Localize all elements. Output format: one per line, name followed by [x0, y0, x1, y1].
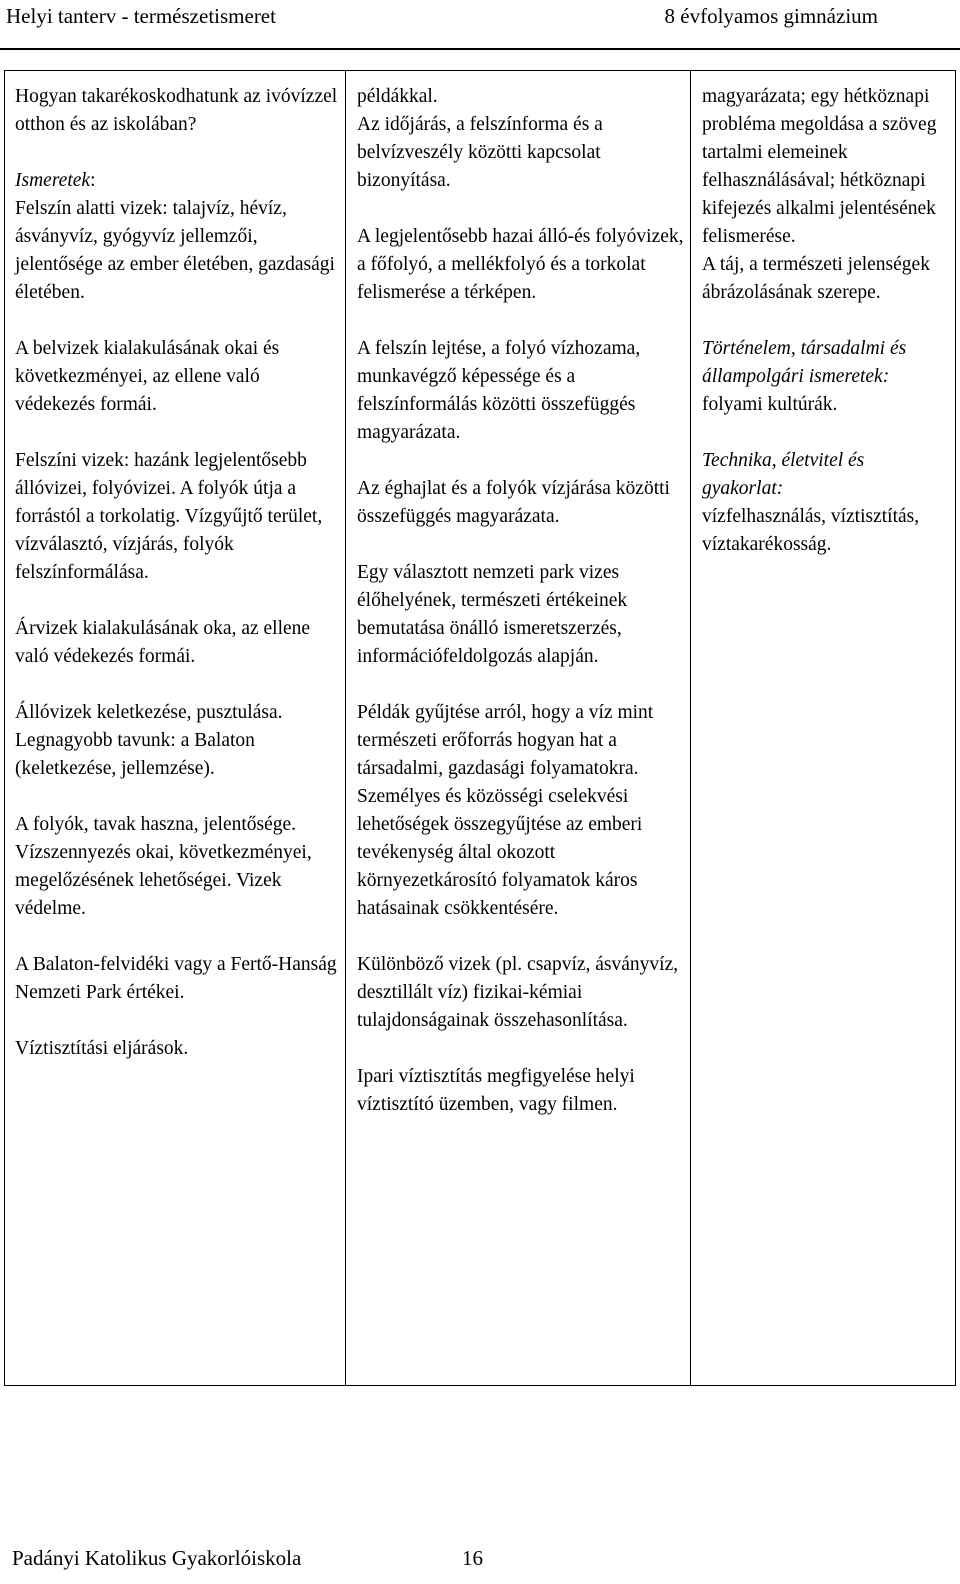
paragraph: Személyes és közösségi cselekvési lehetőségek összegyűjtése az emberi tevékenység által okozott környezetkárosító folyamatok káros hatásainak csökkentésére.: [357, 786, 643, 919]
column-divider: [345, 71, 346, 1385]
paragraph: Állóvizek keletkezése, pusztulása. Legnagyobb tavunk: a Balaton (keletkezése, jellemzése).: [15, 702, 283, 779]
paragraph: Felszíni vizek: hazánk legjelentősebb állóvizei, folyóvizei. A folyók útja a forrástól a torkolatig. Vízgyűjtő terület, vízválasztó, vízjárás, folyók felszínformálása.: [15, 450, 323, 583]
paragraph: Különböző vizek (pl. csapvíz, ásványvíz, desztillált víz) fizikai-kémiai tulajdonságainak összehasonlítása.: [357, 954, 679, 1031]
header-title: Helyi tanterv - természetismeret: [6, 4, 276, 28]
question-text: Hogyan takarékoskodhatunk az ivóvízzel otthon és az iskolában?: [15, 86, 338, 135]
paragraph: Az időjárás, a felszínforma és a belvízveszély közötti kapcsolat bizonyítása.: [357, 114, 603, 191]
paragraph: példákkal.: [357, 86, 438, 107]
page-header: [0, 0, 960, 50]
paragraph: Egy választott nemzeti park vizes élőhelyének, természeti értékeinek bemutatása önálló ismeretszerzés, információfeldolgozás alapján.: [357, 562, 628, 667]
cross-curricular-history: Történelem, társadalmi és állampolgári ismeretek: folyami kultúrák.: [702, 338, 907, 415]
paragraph: Példák gyűjtése arról, hogy a víz mint természeti erőforrás hogyan hat a társadalmi, gazdasági folyamatokra.: [357, 702, 654, 779]
section-label: Ismeretek:: [15, 170, 96, 191]
column-activities: [357, 83, 687, 1147]
curriculum-table: [4, 70, 956, 1386]
paragraph: A folyók, tavak haszna, jelentősége. Vízszennyezés okai, következményei, megelőzésének lehetőségei. Vizek védelme.: [15, 814, 312, 919]
paragraph: A felszín lejtése, a folyó vízhozama, munkavégző képessége és a felszínformálás közötti összefüggés magyarázata.: [357, 338, 641, 443]
paragraph: A Balaton-felvidéki vagy a Fertő-Hanság Nemzeti Park értékei.: [15, 954, 337, 1003]
page-number: 16: [462, 1546, 483, 1570]
header-school-type: 8 évfolyamos gimnázium: [664, 4, 878, 28]
paragraph: magyarázata; egy hétköznapi probléma megoldása a szöveg tartalmi elemeinek felhasználásával; hétköznapi kifejezés alkalmi jelentésének felismerése.: [702, 86, 937, 247]
paragraph: Árvizek kialakulásának oka, az ellene való védekezés formái.: [15, 618, 311, 667]
paragraph: A belvizek kialakulásának okai és következményei, az ellene való védekezés formái.: [15, 338, 280, 415]
column-divider: [690, 71, 691, 1385]
cross-curricular-technology: Technika, életvitel és gyakorlat: vízfelhasználás, víztisztítás, víztakarékosság.: [702, 450, 920, 555]
paragraph: A táj, a természeti jelenségek ábrázolásának szerepe.: [702, 254, 930, 303]
footer-school: Padányi Katolikus Gyakorlóiskola: [12, 1546, 302, 1570]
paragraph: Az éghajlat és a folyók vízjárása közötti összefüggés magyarázata.: [357, 478, 670, 527]
paragraph: Víztisztítási eljárások.: [15, 1038, 189, 1059]
column-connections: [702, 83, 950, 587]
page-footer: [12, 1546, 483, 1571]
paragraph: A legjelentősebb hazai álló-és folyóvizek, a főfolyó, a mellékfolyó és a torkolat felismerése a térképen.: [357, 226, 684, 303]
paragraph: Felszín alatti vizek: talajvíz, hévíz, ásványvíz, gyógyvíz jellemzői, jelentősége az ember életében, gazdasági életében.: [15, 198, 335, 303]
column-knowledge: [15, 83, 341, 1091]
paragraph: Ipari víztisztítás megfigyelése helyi víztisztító üzemben, vagy filmen.: [357, 1066, 635, 1115]
